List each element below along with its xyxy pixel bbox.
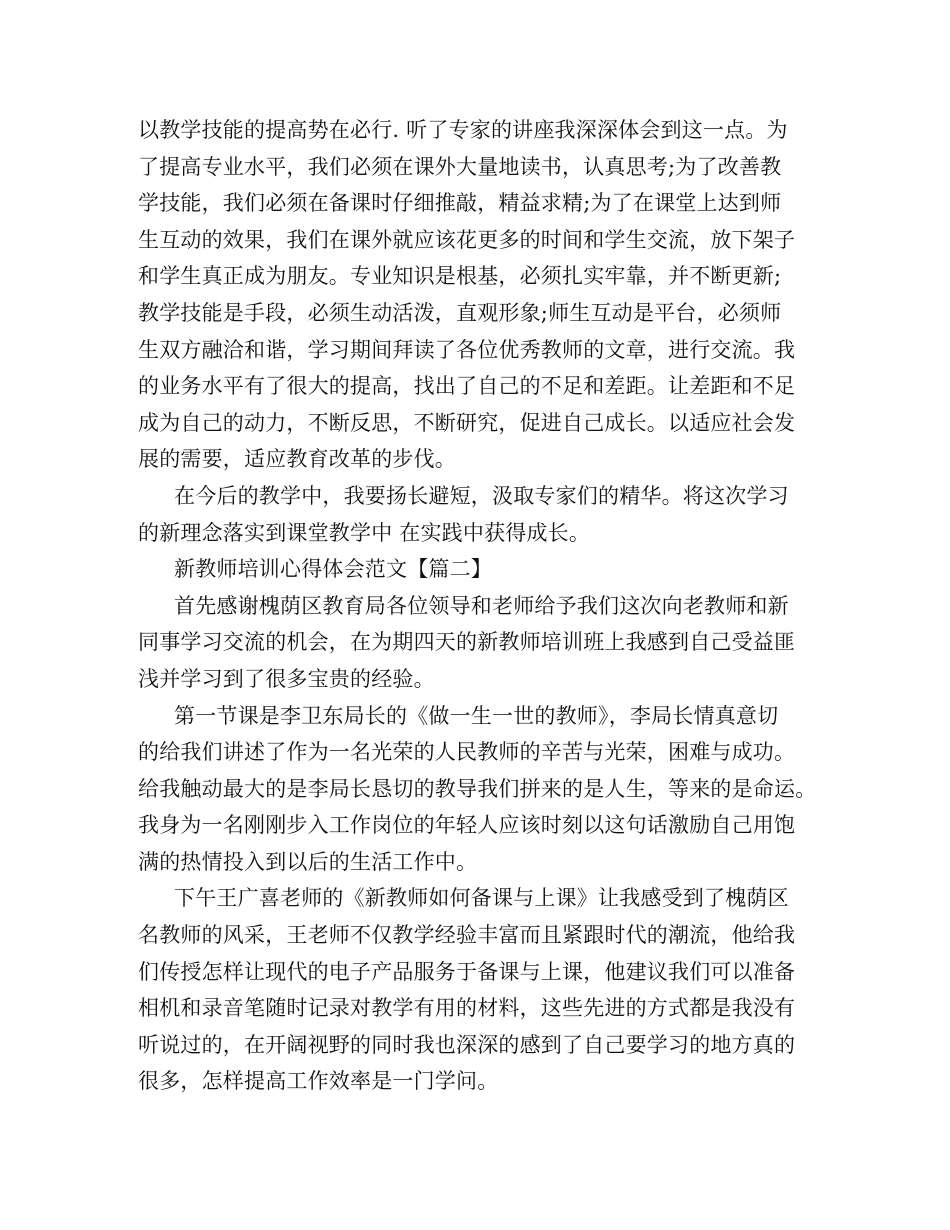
text-line: 满的热情投入到以后的生活工作中。 xyxy=(138,849,478,874)
paragraph-start-line: 下午王广喜老师的《新教师如何备课与上课》让我感受到了槐荫区 xyxy=(174,886,789,911)
paragraph-start-line: 第一节课是李卫东局长的《做一生一世的教师》，李局长情真意切 xyxy=(174,703,779,728)
paragraph-start-line: 首先感谢槐荫区教育局各位领导和老师给予我们这次向老教师和新 xyxy=(174,593,789,618)
section-heading: 新教师培训心得体会范文【篇二】 xyxy=(174,557,492,582)
text-line: 以教学技能的提高势在必行. 听了专家的讲座我深深体会到这一点。为 xyxy=(138,118,788,142)
text-line: 的业务水平有了很大的提高，找出了自己的不足和差距。让差距和不足 xyxy=(138,374,796,399)
text-line: 了提高专业水平，我们必须在课外大量地读书，认真思考;为了改善教 xyxy=(138,154,782,179)
text-line: 学技能，我们必须在备课时仔细推敲，精益求精;为了在课堂上达到师 xyxy=(138,191,782,216)
text-line: 名教师的风采，王老师不仅教学经验丰富而且紧跟时代的潮流，他给我 xyxy=(138,923,796,948)
text-line: 的给我们讲述了作为一名光荣的人民教师的辛苦与光荣，困难与成功。 xyxy=(138,740,796,765)
text-line: 同事学习交流的机会，在为期四天的新教师培训班上我感到自己受益匪 xyxy=(138,630,796,655)
text-line: 相机和录音笔随时记录对教学有用的材料，这些先进的方式都是我没有 xyxy=(138,996,796,1021)
paragraph-start-line: 在今后的教学中，我要扬长避短，汲取专家们的精华。将这次学习 xyxy=(174,483,789,508)
text-line: 我身为一名刚刚步入工作岗位的年轻人应该时刻以这句话激励自己用饱 xyxy=(138,813,796,838)
text-line: 展的需要，适应教育改革的步伐。 xyxy=(138,447,456,472)
text-line: 生双方融洽和谐，学习期间拜读了各位优秀教师的文章，进行交流。我 xyxy=(138,337,796,362)
document-body xyxy=(138,112,818,1100)
text-line: 生互动的效果，我们在课外就应该花更多的时间和学生交流，放下架子 xyxy=(138,227,796,252)
text-line: 和学生真正成为朋友。专业知识是根基，必须扎实牢靠，并不断更新; xyxy=(138,264,782,289)
text-line: 的新理念落实到课堂教学中 在实践中获得成长。 xyxy=(138,520,591,545)
text-line: 给我触动最大的是李局长恳切的教导我们拼来的是人生，等来的是命运。 xyxy=(138,776,817,801)
text-line: 浅并学习到了很多宝贵的经验。 xyxy=(138,666,435,691)
text-line: 听说过的，在开阔视野的同时我也深深的感到了自己要学习的地方真的 xyxy=(138,1032,796,1057)
text-line: 很多，怎样提高工作效率是一门学问。 xyxy=(138,1069,499,1094)
text-line: 教学技能是手段，必须生动活泼，直观形象;师生互动是平台，必须师 xyxy=(138,300,782,325)
text-line: 成为自己的动力，不断反思，不断研究，促进自己成长。以适应社会发 xyxy=(138,410,796,435)
text-line: 们传授怎样让现代的电子产品服务于备课与上课，他建议我们可以准备 xyxy=(138,959,796,984)
